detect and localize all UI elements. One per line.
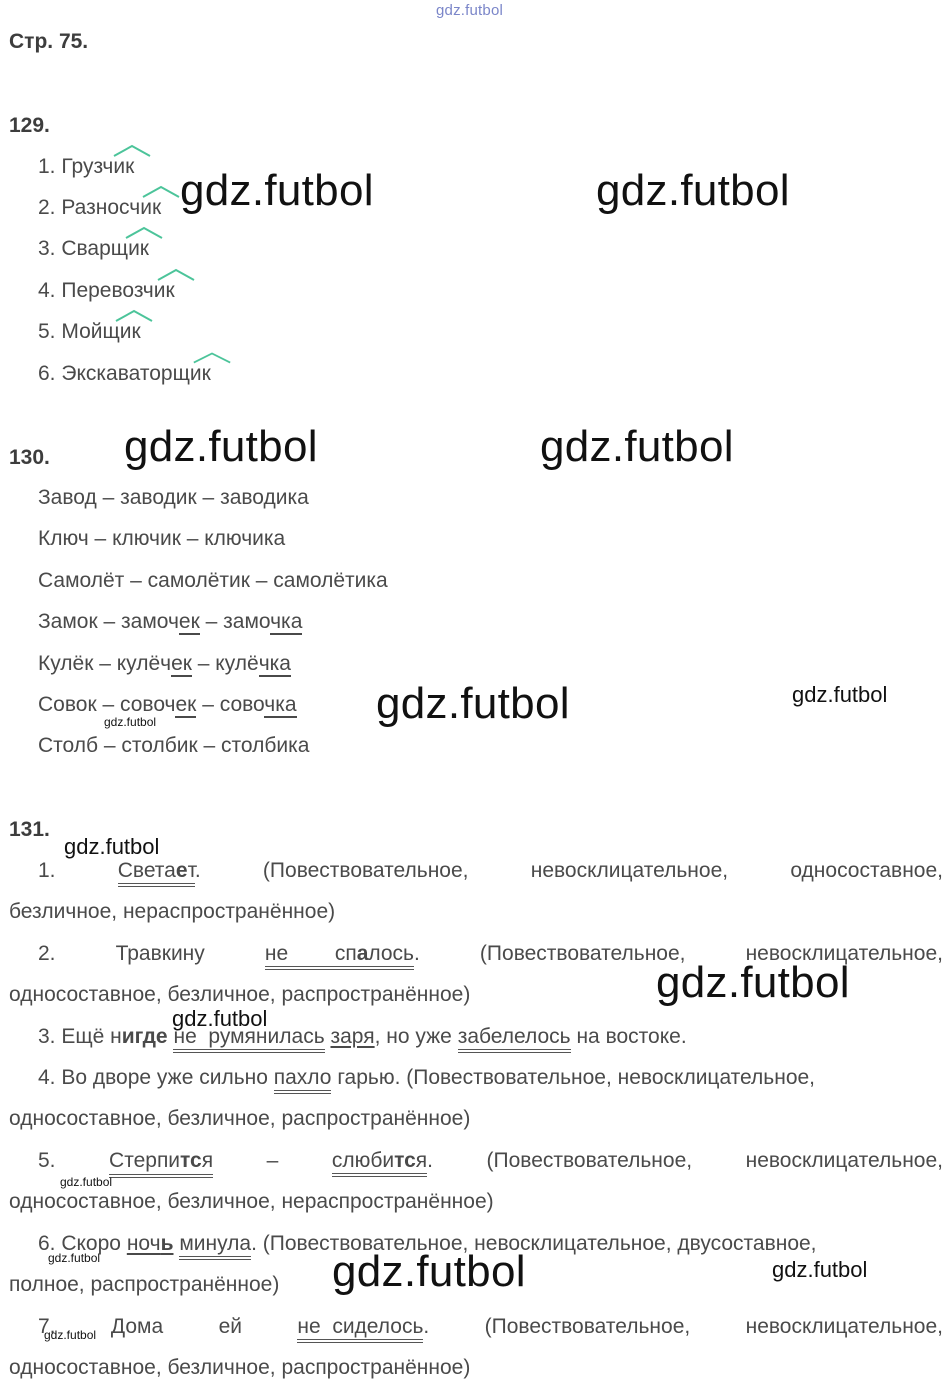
predicate-particle: не [265,942,288,970]
watermark: gdz.futbol [376,679,570,728]
characteristic: невосклицательное, [745,1315,943,1338]
task-129-item-1: 1. Грузчик [38,155,135,178]
sentence-text: на востоке. [570,1025,687,1048]
task-131-sentence-4 [38,1066,815,1090]
predicate-group [332,1149,433,1178]
underlined-letters: чка [264,693,297,716]
row-text: Кулёк – кулёч [38,652,172,675]
predicate-part: тс [394,1149,416,1172]
predicate-part: лось [368,942,414,965]
predicate-part: Стерпи [109,1149,181,1172]
predicate-part: я [415,1149,428,1172]
row-text: – кулё [191,652,259,675]
task-131-sentence-6-continued: полное, распространённое) [9,1273,280,1296]
dash: – [266,1149,279,1172]
task-129-item-6: 6. Экскаваторщик [38,362,211,385]
predicate-gap [288,942,335,970]
task-130-row-3: Самолёт – самолётик – самолётика [38,569,388,592]
task-130-row-2: Ключ – ключик – ключика [38,527,286,550]
watermark: gdz.futbol [44,1328,97,1342]
task-131-sentence-3 [38,1025,687,1049]
task-130-number: 130. [9,446,50,469]
task-130-row-5 [38,652,291,676]
underlined-letters: ек [178,610,200,633]
task-129-item-4: 4. Перевозчик [38,279,175,302]
sentence-word: ей [218,1315,242,1338]
task-131-sentence-7-continued: односоставное, безличное, распространённое) [9,1356,471,1379]
top-watermark: gdz.futbol [436,2,504,19]
watermark: gdz.futbol [180,166,374,215]
watermark: gdz.futbol [104,715,157,729]
suffix-arc-icon [114,309,154,323]
predicate [335,942,414,970]
subject [127,1232,174,1255]
sentence-text: 6. Скоро [38,1232,127,1255]
task-131-sentence-2-continued: односоставное, безличное, распространённое) [9,983,471,1006]
row-text: Совок – совоч [38,693,176,716]
predicate-group [297,1315,429,1339]
task-130-row-6 [38,693,297,717]
predicate: минула [179,1232,251,1260]
characteristic: невосклицательное, [530,859,729,882]
task-130-row-7: Столб – столбик – столбика [38,734,310,757]
punctuation: . [427,1149,433,1172]
suffix-arc-icon [112,144,152,158]
task-129-item-3: 3. Сварщик [38,237,149,260]
task-131-sentence-1-continued: безличное, нераспространённое) [9,900,336,923]
watermark: gdz.futbol [656,958,850,1007]
task-129-item-2: 2. Разносчик [38,196,162,219]
characteristic: односоставное, [790,859,943,882]
predicate: забелелось [458,1025,571,1053]
watermark: gdz.futbol [172,1006,268,1031]
watermark: gdz.futbol [64,834,160,859]
task-130-row-4 [38,610,302,634]
watermark: gdz.futbol [540,422,734,471]
task-131-sentence-7 [38,1315,943,1339]
suffix-arc-icon [192,351,232,365]
punctuation: . [423,1315,430,1338]
suffix-arc-icon [156,268,196,282]
predicate-part: сп [334,942,357,965]
sentence-text: гарью. (Повествовательное, невосклицательное, [331,1066,816,1089]
predicate-part: е [175,859,188,882]
watermark: gdz.futbol [596,166,790,215]
punctuation: . [194,859,201,882]
task-129-item-5: 5. Мойщик [38,320,141,343]
task-130-row-1: Завод – заводик – заводика [38,486,309,509]
subject-part: ноч [126,1232,161,1255]
predicate [332,1149,427,1177]
watermark: gdz.futbol [332,1247,526,1296]
predicate-part: я [201,1149,214,1172]
characteristic: невосклицательное, [745,942,943,965]
watermark: gdz.futbol [792,682,888,707]
predicate-part: а [356,942,369,965]
characteristic: невосклицательное, [745,1149,943,1172]
predicate-part: т [187,859,195,882]
task-131-sentence-5 [38,1149,943,1178]
predicate: не сиделось [297,1315,423,1343]
predicate [118,859,195,887]
bold-letters: игде [121,1025,168,1048]
underlined-letters: чка [258,652,291,675]
predicate-part: слюби [331,1149,395,1172]
task-131-number: 131. [9,818,50,841]
sentence-word: Травкину [115,942,205,965]
characteristic: (Повествовательное, [484,1315,691,1338]
predicate: пахло [274,1066,332,1094]
predicate-part: Света [117,859,176,882]
characteristic: (Повествовательное, [479,942,686,965]
task-131-sentence-1 [38,859,943,883]
sentence-text: , но уже [374,1025,458,1048]
task-129-number: 129. [9,114,50,137]
predicate-group [265,942,420,966]
characteristic: (Повествовательное, [262,859,469,882]
watermark: gdz.futbol [124,422,318,471]
row-text: Замок – замоч [38,610,179,633]
sentence-number: 2. [38,942,56,965]
underlined-letters: ек [175,693,197,716]
sentence-text: 3. Ещё н [38,1025,122,1048]
sentence-text: 4. Во дворе уже сильно [38,1066,274,1089]
characteristic: (Повествовательное, [486,1149,693,1172]
subject: заря [330,1025,375,1048]
suffix-arc-icon [124,226,164,240]
watermark: gdz.futbol [772,1257,868,1282]
sentence-number: 7. [38,1315,56,1338]
row-text: – сово [196,693,265,716]
sentence-start [118,859,201,883]
underlined-letters: чка [270,610,303,633]
row-text: – замо [199,610,271,633]
punctuation: . [414,942,420,965]
task-131-sentence-4-continued: односоставное, безличное, распространённое) [9,1107,471,1130]
watermark: gdz.futbol [60,1175,113,1189]
watermark: gdz.futbol [48,1251,101,1265]
suffix-arc-icon [141,185,181,199]
subject-part: ь [160,1232,174,1255]
predicate [109,1149,213,1178]
underlined-letters: ек [171,652,192,675]
sentence-number: 5. [38,1149,56,1172]
sentence-text: . (Повествовательное, невосклицательное, двусоставное, [251,1232,817,1255]
predicate: не румянилась [173,1025,324,1053]
predicate-part: тс [180,1149,202,1172]
sentence-number: 1. [38,859,56,882]
page-label: Стр. 75. [9,30,89,53]
task-131-sentence-5-continued: односоставное, безличное, нераспространённое) [9,1190,494,1213]
sentence-word: Дома [110,1315,164,1338]
